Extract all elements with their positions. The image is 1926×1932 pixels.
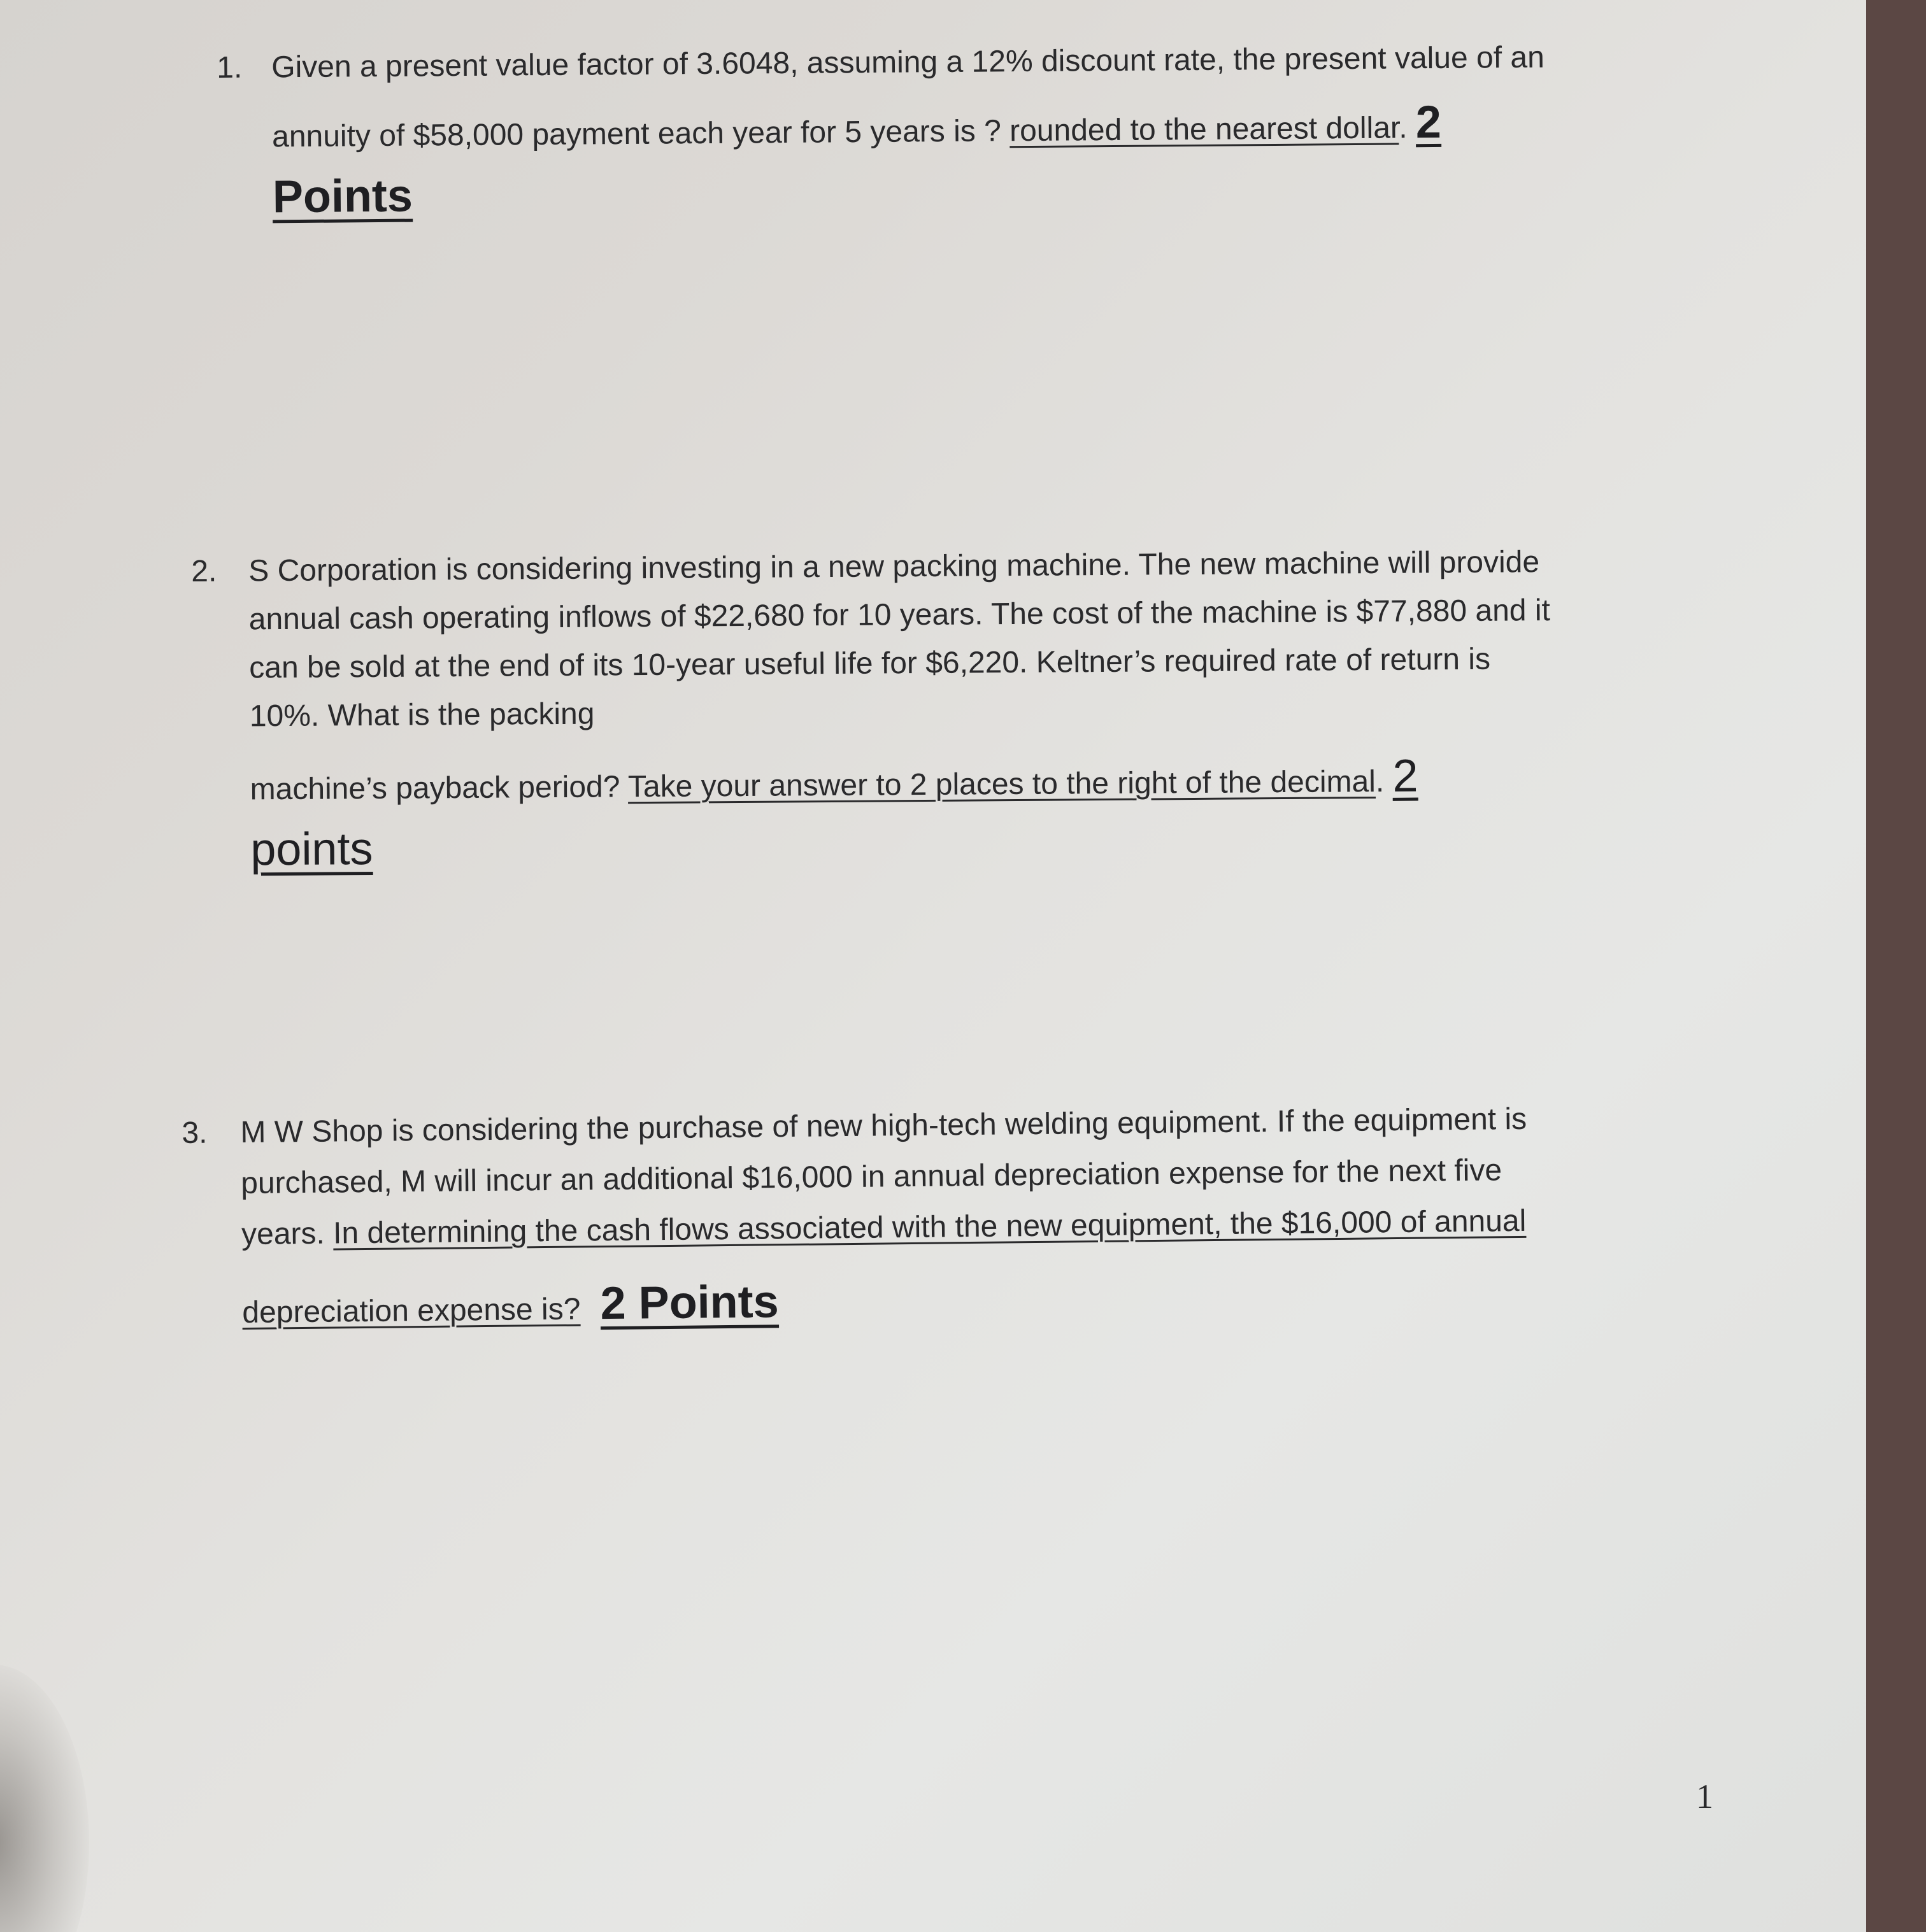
points-value: 2	[1392, 750, 1418, 802]
question-line: Given a present value factor of 3.6048, assuming a 12% discount rate, the present value of an	[271, 40, 1544, 85]
question-body	[271, 34, 1546, 227]
question-line: purchased, M will incur an additional $16,000 in annual depreciation expense for the next five	[240, 1153, 1502, 1201]
instruction-underlined: depreciation expense is?	[242, 1292, 581, 1330]
instruction-underlined: rounded to the nearest dollar	[1009, 111, 1399, 148]
points-line	[273, 164, 1546, 227]
question-text: machine’s payback period?	[250, 770, 629, 807]
question-number: 1.	[217, 50, 243, 85]
question-body	[240, 1094, 1529, 1339]
question-line: M W Shop is considering the purchase of new high-tech welding equipment. If the equipment is	[240, 1102, 1527, 1150]
question-number: 2.	[191, 554, 217, 588]
points-line	[250, 816, 1552, 879]
punctuation: .	[1399, 111, 1416, 145]
question-line: 10%. What is the packing	[249, 697, 595, 734]
question-line: annual cash operating inflows of $22,680 for 10 years. The cost of the machine is $77,880 and it	[248, 593, 1551, 637]
instruction-underlined: In determining the cash flows associated with the new equipment, the $16,000 of annual	[332, 1204, 1527, 1251]
question-line	[272, 98, 1545, 161]
question-number: 3.	[182, 1116, 208, 1150]
hand-shadow	[0, 1665, 89, 1932]
points-label: 2 Points	[600, 1276, 780, 1330]
punctuation: .	[1375, 764, 1393, 799]
table-surface	[1862, 0, 1926, 1932]
page-number: 1	[1696, 1777, 1713, 1815]
question-text: years.	[241, 1216, 334, 1252]
question-text: annuity of $58,000 payment each year for 5 years is ?	[271, 114, 1010, 154]
instruction-underlined: Take your answer to 2 places to the right of the decimal	[627, 765, 1376, 804]
points-label: points	[250, 823, 373, 876]
question-line: can be sold at the end of its 10-year useful life for $6,220. Keltner’s required rate of return is	[249, 642, 1491, 685]
points-label: Points	[272, 170, 413, 223]
points-value: 2	[1415, 96, 1442, 148]
question-line: S Corporation is considering investing in a new packing machine. The new machine will provide	[248, 545, 1540, 588]
question-body	[248, 538, 1552, 879]
question-line	[250, 751, 1552, 814]
question-line	[242, 1268, 1529, 1339]
